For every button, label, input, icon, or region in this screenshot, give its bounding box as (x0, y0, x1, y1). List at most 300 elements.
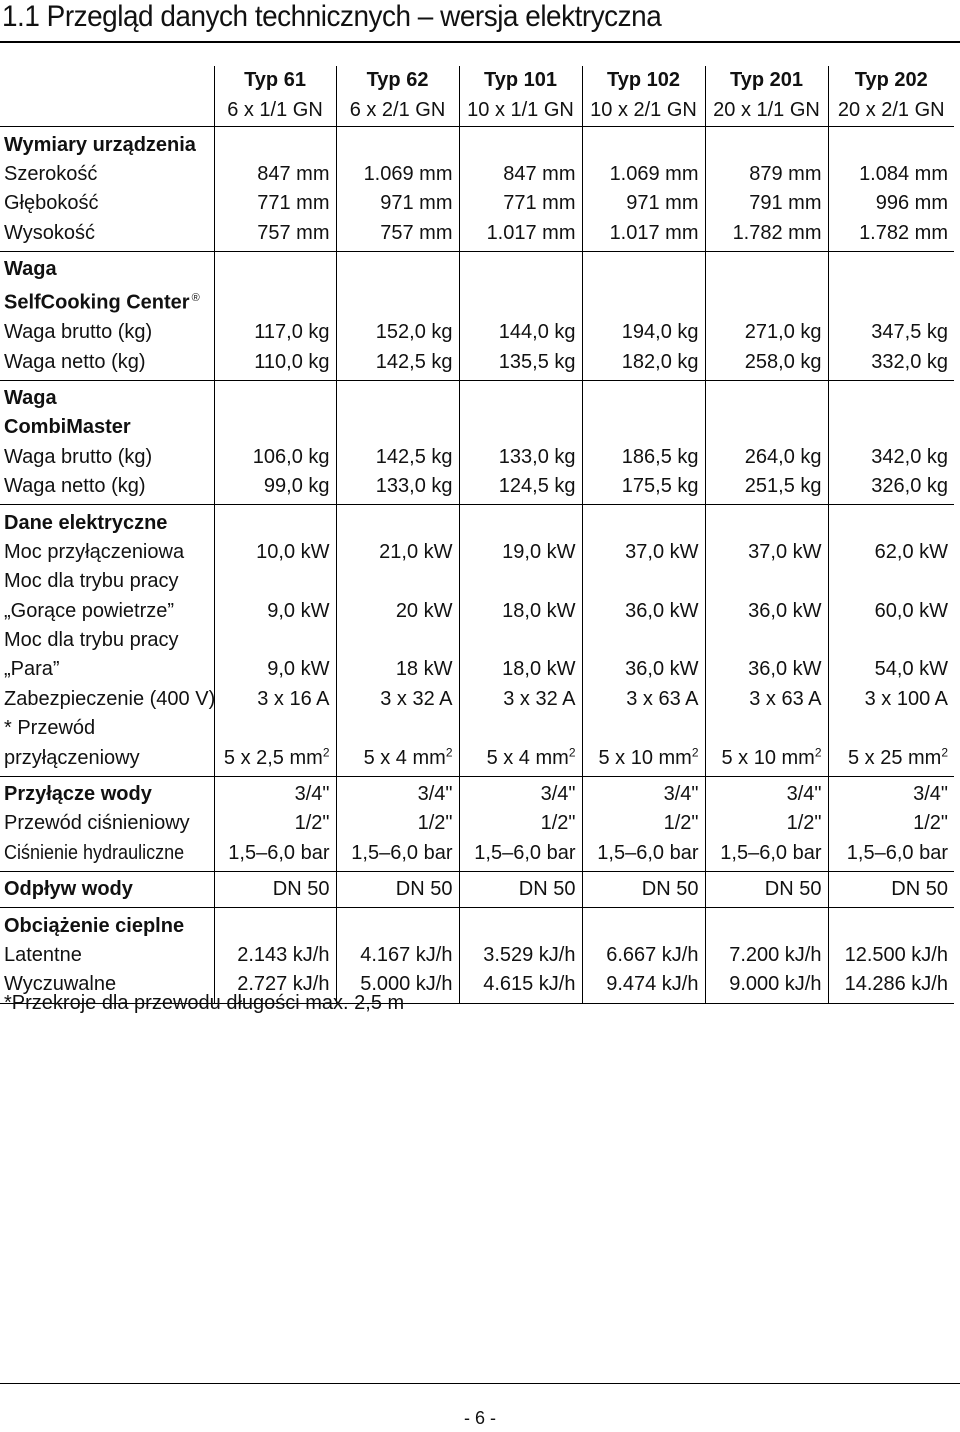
row-label-text: Zabezpieczenie (400 V) (4, 687, 216, 710)
row-label-text: Waga brutto (kg) (4, 445, 153, 468)
cell-value (705, 685, 828, 714)
cell-value (214, 626, 336, 655)
row-label-text: Waga netto (kg) (4, 475, 146, 498)
column-type: Typ 62 (336, 66, 459, 95)
cell-text: 3 x 32 A (380, 687, 453, 710)
row-label (0, 714, 214, 743)
cell-value (582, 970, 705, 1003)
cell-value (828, 251, 954, 284)
cell-text: 5.000 kJ/h (360, 973, 453, 996)
cell-value (459, 347, 582, 380)
cell-value (459, 505, 582, 538)
cell-value (459, 380, 582, 413)
cell-value (336, 626, 459, 655)
cell-value (459, 776, 582, 809)
cell-value (828, 189, 954, 218)
cell-value (828, 941, 954, 970)
row-label-text: „Gorące powietrze” (4, 599, 175, 622)
cell-text: 20 kW (395, 599, 453, 622)
cell-value (459, 189, 582, 218)
cell-text: 3/4" (786, 783, 822, 806)
spec-row (0, 318, 954, 347)
cell-value (582, 776, 705, 809)
cell-text: 1/2" (294, 812, 330, 835)
cell-value (459, 472, 582, 505)
cell-text: 9.474 kJ/h (606, 973, 699, 996)
cell-text: 847 mm (503, 162, 576, 185)
row-label (0, 809, 214, 838)
column-type: Typ 61 (214, 66, 336, 95)
cell-text: 18,0 kW (502, 599, 576, 622)
cell-text: DN 50 (891, 878, 948, 901)
cell-text: 133,0 kg (498, 445, 576, 468)
row-label-text: przyłączeniowy (4, 746, 140, 769)
cell-value (828, 655, 954, 684)
row-label-text: Odpływ wody (4, 878, 133, 901)
cell-text: 117,0 kg (254, 321, 330, 344)
cell-value (336, 655, 459, 684)
cell-value (214, 872, 336, 908)
cell-text: 9.000 kJ/h (729, 973, 822, 996)
cell-value (336, 347, 459, 380)
cell-value (828, 538, 954, 567)
column-type: Typ 102 (582, 66, 705, 95)
cell-value (705, 251, 828, 284)
cell-value (214, 284, 336, 318)
cell-text: 4.615 kJ/h (483, 973, 576, 996)
cell-value (828, 127, 954, 160)
cell-value (459, 941, 582, 970)
cell-text: 251,5 kg (744, 475, 822, 498)
superscript: 2 (941, 745, 948, 759)
cell-value (214, 443, 336, 472)
cell-text: 99,0 kg (263, 475, 330, 498)
header-corner (0, 66, 214, 95)
cell-text: 194,0 kg (621, 321, 699, 344)
cell-text: 258,0 kg (744, 350, 822, 373)
row-label (0, 318, 214, 347)
cell-value (459, 872, 582, 908)
superscript: 2 (691, 745, 699, 759)
cell-text: 18 kW (395, 658, 453, 681)
row-label-text: Waga brutto (kg) (4, 321, 153, 344)
cell-text: 10,0 kW (256, 540, 330, 563)
cell-value (459, 219, 582, 252)
row-label (0, 472, 214, 505)
cell-value (459, 839, 582, 872)
cell-value (828, 443, 954, 472)
cell-text: 5 x 10 mm (598, 746, 692, 769)
cell-value (336, 809, 459, 838)
spec-row (0, 597, 954, 626)
cell-value (828, 318, 954, 347)
row-label (0, 443, 214, 472)
cell-text: 347,5 kg (871, 321, 948, 344)
cell-text: 332,0 kg (871, 350, 948, 373)
cell-text: 60,0 kW (874, 599, 948, 622)
row-label (0, 941, 214, 970)
cell-value (705, 219, 828, 252)
spec-row (0, 219, 954, 252)
column-capacity: 10 x 2/1 GN (582, 95, 705, 127)
cell-value (214, 538, 336, 567)
cell-value (214, 380, 336, 413)
row-label (0, 685, 214, 714)
cell-value (336, 189, 459, 218)
header-type-row (0, 66, 954, 95)
column-capacity: 20 x 2/1 GN (828, 95, 954, 127)
cell-value (336, 413, 459, 442)
cell-value (582, 472, 705, 505)
cell-text: 3.529 kJ/h (483, 944, 576, 966)
spec-row (0, 714, 954, 743)
cell-value (582, 809, 705, 838)
cell-value (582, 413, 705, 442)
title-rule (0, 41, 960, 43)
cell-value (459, 284, 582, 318)
row-label (0, 505, 214, 538)
cell-value (705, 941, 828, 970)
cell-text: 996 mm (875, 192, 948, 215)
cell-text: 182,0 kg (621, 350, 699, 373)
footnote: *Przekroje dla przewodu długości max. 2,5 m (4, 992, 405, 1014)
row-label (0, 655, 214, 684)
cell-value (828, 413, 954, 442)
cell-value (582, 626, 705, 655)
cell-text: 1/2" (540, 812, 576, 835)
column-capacity: 6 x 1/1 GN (214, 95, 336, 127)
cell-value (705, 776, 828, 809)
spec-row (0, 538, 954, 567)
row-label (0, 872, 214, 908)
cell-value (828, 597, 954, 626)
row-label (0, 347, 214, 380)
cell-text: 175,5 kg (621, 475, 699, 498)
cell-value (336, 872, 459, 908)
cell-text: 1,5–6,0 bar (351, 841, 453, 864)
cell-value (336, 685, 459, 714)
cell-value (336, 776, 459, 809)
cell-value (705, 284, 828, 318)
spec-row (0, 413, 954, 442)
cell-value (705, 714, 828, 743)
cell-value (582, 743, 705, 776)
cell-text: 135,5 kg (498, 350, 576, 373)
cell-text: 1.782 mm (859, 221, 948, 244)
row-label-text: Obciążenie cieplne (4, 914, 185, 937)
cell-text: 847 mm (257, 162, 330, 185)
cell-text: 3 x 100 A (864, 687, 948, 710)
spec-row (0, 685, 954, 714)
cell-value (582, 597, 705, 626)
cell-value (336, 538, 459, 567)
cell-text: 1.069 mm (609, 162, 699, 185)
cell-text: 124,5 kg (498, 475, 576, 498)
cell-text: 36,0 kW (625, 658, 699, 681)
cell-value (214, 714, 336, 743)
cell-value (582, 685, 705, 714)
cell-value (459, 908, 582, 941)
cell-value (336, 839, 459, 872)
cell-text: 3 x 63 A (749, 687, 822, 710)
cell-text: 36,0 kW (748, 599, 822, 622)
cell-text: 3/4" (417, 783, 453, 806)
row-label (0, 413, 214, 442)
row-label-text: Przyłącze wody (4, 783, 152, 806)
spec-row (0, 941, 954, 970)
cell-value (828, 908, 954, 941)
cell-value (214, 251, 336, 284)
cell-value (705, 655, 828, 684)
cell-value (705, 970, 828, 1003)
cell-text: 3/4" (294, 783, 330, 806)
cell-value (214, 318, 336, 347)
row-label-text: Szerokość (4, 162, 98, 185)
spec-row (0, 127, 954, 160)
spec-row (0, 567, 954, 596)
column-type: Typ 202 (828, 66, 954, 95)
cell-text: 5 x 2,5 mm (223, 746, 323, 769)
cell-text: 757 mm (257, 221, 330, 244)
cell-value (705, 413, 828, 442)
cell-text: 6.667 kJ/h (606, 944, 699, 966)
cell-value (214, 941, 336, 970)
spec-row (0, 839, 954, 872)
spec-row (0, 776, 954, 809)
spec-row (0, 743, 954, 776)
cell-value (582, 538, 705, 567)
cell-text: DN 50 (764, 878, 822, 901)
row-label (0, 776, 214, 809)
cell-value (828, 714, 954, 743)
cell-text: 142,5 kg (375, 445, 453, 468)
cell-text: DN 50 (272, 878, 330, 901)
cell-value (336, 318, 459, 347)
cell-text: 342,0 kg (871, 445, 948, 468)
row-label (0, 189, 214, 218)
cell-value (459, 809, 582, 838)
cell-value (214, 347, 336, 380)
cell-text: 879 mm (749, 162, 822, 185)
cell-value (214, 685, 336, 714)
bottom-rule (0, 1383, 960, 1384)
cell-value (705, 472, 828, 505)
cell-text: 1/2" (417, 812, 453, 835)
cell-value (828, 219, 954, 252)
row-label-text: Głębokość (4, 192, 99, 215)
row-label-text: SelfCooking Center (4, 292, 190, 314)
cell-value (705, 160, 828, 189)
cell-value (459, 685, 582, 714)
cell-value (705, 809, 828, 838)
cell-value (828, 505, 954, 538)
cell-value (459, 714, 582, 743)
cell-value (214, 413, 336, 442)
column-capacity: 10 x 1/1 GN (459, 95, 582, 127)
cell-text: 62,0 kW (874, 540, 948, 563)
cell-text: 1.084 mm (859, 162, 948, 185)
cell-text: 2.143 kJ/h (237, 944, 330, 966)
cell-value (582, 380, 705, 413)
cell-value (459, 743, 582, 776)
cell-value (582, 251, 705, 284)
row-label-text: Moc dla trybu pracy (4, 629, 179, 652)
cell-value (705, 443, 828, 472)
spec-row (0, 347, 954, 380)
cell-value (336, 160, 459, 189)
cell-text: 971 mm (626, 192, 699, 215)
cell-value (582, 839, 705, 872)
row-label-text: Wymiary urządzenia (4, 133, 196, 156)
cell-value (582, 127, 705, 160)
cell-value (214, 809, 336, 838)
row-label (0, 219, 214, 252)
row-label (0, 626, 214, 655)
row-label-text: * Przewód (4, 717, 96, 740)
cell-text: 1,5–6,0 bar (474, 841, 576, 864)
cell-value (582, 160, 705, 189)
cell-text: 3 x 63 A (626, 687, 699, 710)
column-capacity: 20 x 1/1 GN (705, 95, 828, 127)
cell-text: 3 x 32 A (503, 687, 576, 710)
row-label-text: Moc dla trybu pracy (4, 570, 179, 593)
cell-value (705, 189, 828, 218)
cell-text: 1,5–6,0 bar (228, 841, 330, 864)
cell-text: 1,5–6,0 bar (720, 841, 822, 864)
cell-value (705, 908, 828, 941)
row-label-text: Latentne (4, 944, 82, 966)
cell-text: 4.167 kJ/h (360, 944, 453, 966)
row-label (0, 908, 214, 941)
row-label (0, 284, 214, 318)
cell-value (582, 505, 705, 538)
cell-value (459, 413, 582, 442)
row-label-text: CombiMaster (4, 416, 131, 439)
row-label-text: „Para” (4, 658, 60, 681)
cell-value (705, 626, 828, 655)
cell-text: 106,0 kg (252, 445, 330, 468)
cell-value (459, 443, 582, 472)
cell-value (705, 872, 828, 908)
cell-text: 1.017 mm (486, 221, 576, 244)
cell-text: 771 mm (503, 192, 576, 215)
row-label-text: Moc przyłączeniowa (4, 540, 185, 563)
cell-text: DN 50 (395, 878, 453, 901)
cell-value (828, 380, 954, 413)
cell-text: 1,5–6,0 bar (597, 841, 699, 864)
cell-value (336, 941, 459, 970)
cell-text: 791 mm (749, 192, 822, 215)
cell-text: 144,0 kg (498, 321, 576, 344)
cell-value (459, 655, 582, 684)
cell-value (705, 380, 828, 413)
superscript: 2 (445, 745, 453, 759)
row-label-text: Dane elektryczne (4, 511, 168, 534)
cell-value (214, 597, 336, 626)
cell-text: 1.069 mm (363, 162, 453, 185)
cell-text: 36,0 kW (625, 599, 699, 622)
cell-text: 1.017 mm (609, 221, 699, 244)
column-type: Typ 201 (705, 66, 828, 95)
spec-row (0, 626, 954, 655)
cell-text: 142,5 kg (375, 350, 453, 373)
cell-value (336, 251, 459, 284)
spec-table (0, 66, 954, 1004)
cell-text: 1/2" (786, 812, 822, 835)
cell-value (336, 908, 459, 941)
spec-row (0, 472, 954, 505)
cell-value (336, 743, 459, 776)
cell-value (214, 472, 336, 505)
cell-value (828, 970, 954, 1003)
cell-value (582, 219, 705, 252)
cell-value (336, 597, 459, 626)
cell-value (705, 538, 828, 567)
cell-value (459, 567, 582, 596)
cell-text: 1.782 mm (732, 221, 822, 244)
cell-value (828, 809, 954, 838)
cell-value (459, 626, 582, 655)
cell-value (336, 505, 459, 538)
cell-value (459, 970, 582, 1003)
cell-text: 771 mm (257, 192, 330, 215)
cell-text: 3/4" (540, 783, 576, 806)
cell-value (336, 380, 459, 413)
cell-value (582, 908, 705, 941)
cell-value (705, 743, 828, 776)
cell-value (336, 472, 459, 505)
cell-text: 9,0 kW (267, 599, 330, 622)
cell-text: 133,0 kg (375, 475, 453, 498)
cell-value (459, 127, 582, 160)
cell-text: 326,0 kg (871, 475, 948, 498)
cell-text: 5 x 4 mm (486, 746, 569, 769)
cell-value (459, 160, 582, 189)
cell-text: 37,0 kW (625, 540, 699, 563)
row-label-text: Waga netto (kg) (4, 350, 146, 373)
cell-text: 5 x 25 mm (847, 746, 942, 769)
spec-row (0, 443, 954, 472)
cell-value (582, 655, 705, 684)
superscript: 2 (322, 745, 330, 759)
cell-value (582, 714, 705, 743)
cell-text: 12.500 kJ/h (844, 944, 948, 966)
cell-text: 5 x 10 mm (721, 746, 815, 769)
cell-text: 757 mm (380, 221, 453, 244)
cell-value (336, 127, 459, 160)
row-label (0, 567, 214, 596)
spec-row (0, 251, 954, 284)
cell-text: 9,0 kW (267, 658, 330, 681)
cell-value (459, 538, 582, 567)
cell-text: 18,0 kW (502, 658, 576, 681)
cell-value (336, 714, 459, 743)
cell-text: 7.200 kJ/h (729, 944, 822, 966)
cell-value (705, 597, 828, 626)
cell-value (459, 318, 582, 347)
cell-value (705, 505, 828, 538)
spec-row (0, 380, 954, 413)
row-label-text: Wysokość (4, 221, 95, 244)
cell-value (214, 189, 336, 218)
cell-value (828, 626, 954, 655)
cell-text: DN 50 (641, 878, 699, 901)
row-label-text: Waga (4, 258, 57, 281)
cell-text: DN 50 (518, 878, 576, 901)
cell-value (214, 908, 336, 941)
cell-value (828, 347, 954, 380)
cell-value (214, 127, 336, 160)
